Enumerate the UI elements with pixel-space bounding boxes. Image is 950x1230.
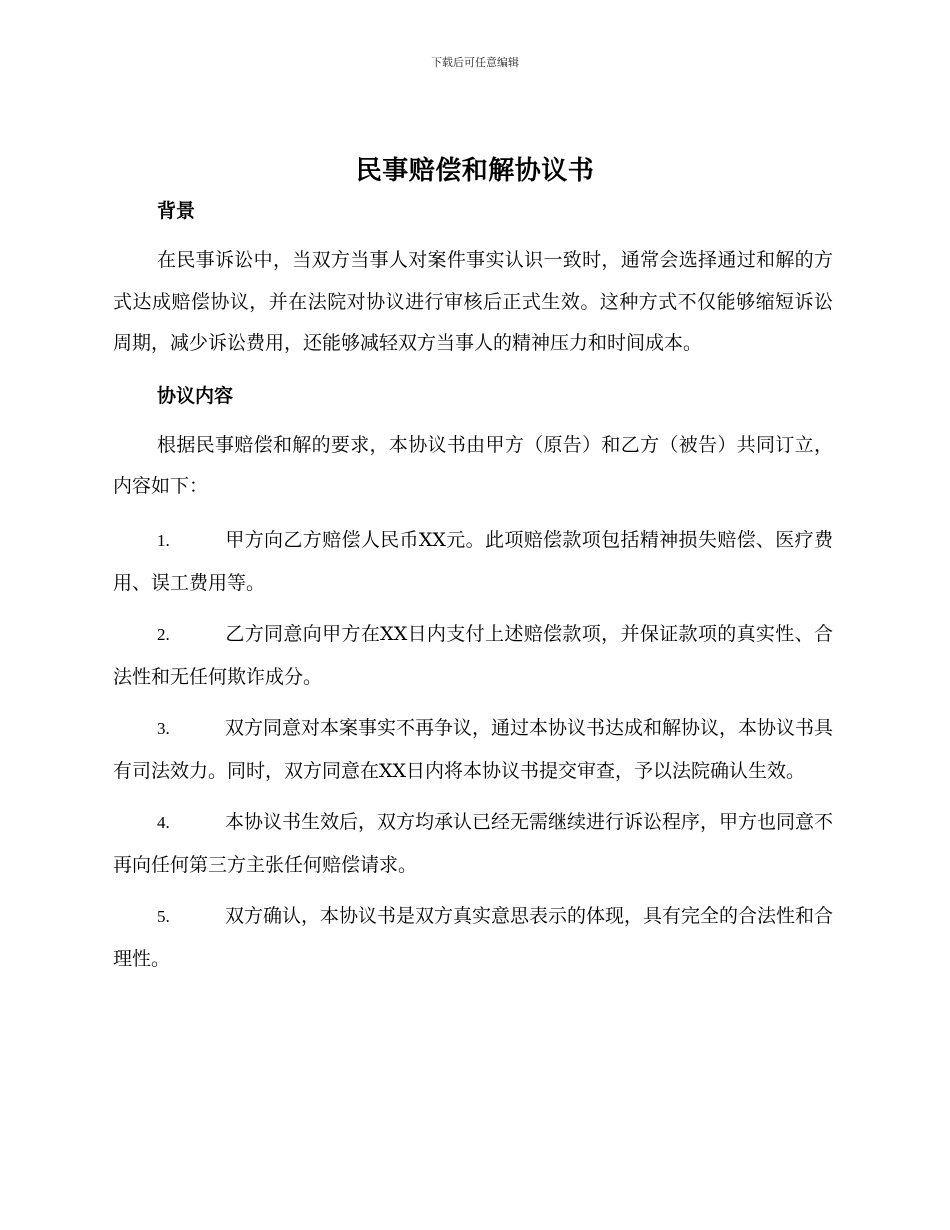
agreement-intro: 根据民事赔偿和解的要求，本协议书由甲方（原告）和乙方（被告）共同订立，内容如下：: [113, 433, 833, 497]
document-title: 民事赔偿和解协议书: [355, 156, 595, 186]
document-body: [113, 194, 833, 981]
item-text: 乙方同意向甲方在XX日内支付上述赔偿款项，并保证款项的真实性、合法性和无任何欺诈成分。: [113, 622, 833, 688]
item-number: 5.: [157, 906, 170, 926]
item-number: 4.: [157, 812, 170, 832]
item-number: 1.: [157, 530, 170, 550]
header-note: 下载后可任意编辑: [431, 56, 519, 69]
item-text: 双方确认，本协议书是双方真实意思表示的体现，具有完全的合法性和合理性。: [113, 904, 834, 970]
background-paragraph: 在民事诉讼中，当双方当事人对案件事实认识一致时，通常会选择通过和解的方式达成赔偿协议，并在法院对协议进行审核后正式生效。这种方式不仅能够缩短诉讼周期，减少诉讼费用，还能够减轻双方当事人的精神压力和时间成本。: [113, 249, 833, 354]
item-text: 双方同意对本案事实不再争议，通过本协议书达成和解协议，本协议书具有司法效力。同时，双方同意在XX日内将本协议书提交审查，予以法院确认生效。: [113, 716, 834, 782]
section-heading-background: 背景: [157, 200, 196, 222]
agreement-item-2: [113, 613, 833, 699]
item-text: 甲方向乙方赔偿人民币XX元。此项赔偿款项包括精神损失赔偿、医疗费用、误工费用等。: [113, 528, 833, 594]
agreement-item-5: [113, 895, 833, 981]
item-number: 3.: [157, 718, 170, 738]
agreement-item-4: [113, 801, 833, 887]
item-text: 本协议书生效后，双方均承认已经无需继续进行诉讼程序，甲方也同意不再向任何第三方主张任何赔偿请求。: [113, 810, 834, 876]
agreement-item-1: [113, 519, 833, 605]
item-number: 2.: [157, 624, 170, 644]
section-heading-agreement: 协议内容: [157, 384, 234, 407]
agreement-item-3: [113, 707, 833, 793]
